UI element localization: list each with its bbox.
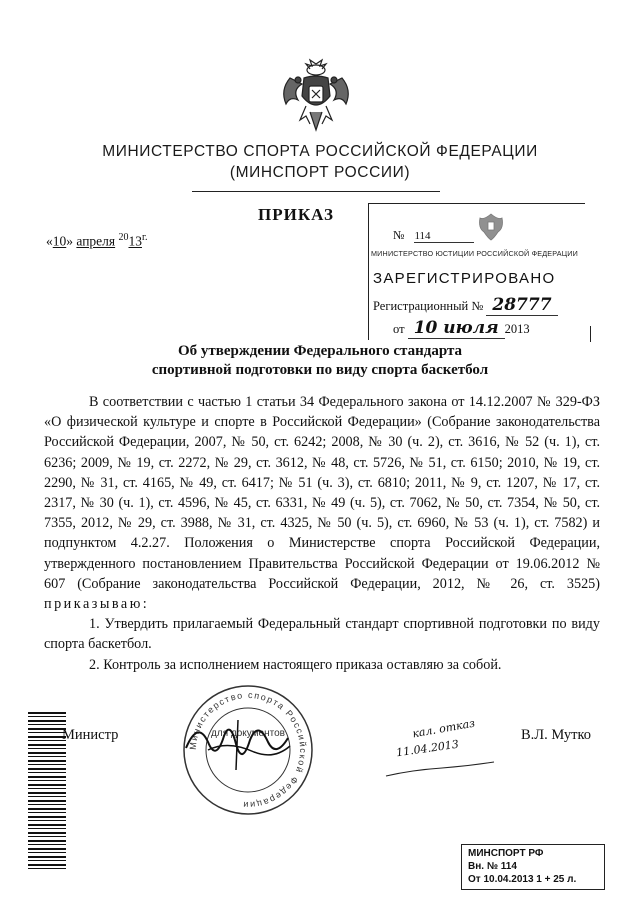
subject-line-2: спортивной подготовки по виду спорта баскетбол [151, 362, 489, 378]
registration-date-line: от 10 июля 2013 [393, 318, 530, 338]
handwritten-note-date: 11.04.2013 [395, 737, 460, 760]
registration-incoming-number: № 114 [393, 228, 474, 243]
footer-line-1: МИНСПОРТ РФ [468, 848, 544, 859]
justice-ministry-label: МИНИСТЕРСТВО ЮСТИЦИИ РОССИЙСКОЙ ФЕДЕРАЦИИ [371, 249, 579, 258]
coat-of-arms-emblem [276, 56, 356, 138]
registration-number-handwritten: 28777 [486, 295, 557, 316]
seal-center-text: для документов [211, 728, 285, 739]
official-seal [178, 680, 318, 820]
registered-stamp-text: ЗАРЕГИСТРИРОВАНО [373, 270, 556, 287]
order-item-2: 2. Контроль за исполнением настоящего приказа оставляю за собой. [89, 656, 502, 673]
registration-number-value: 114 [414, 230, 474, 243]
order-word: приказываю: [44, 596, 150, 613]
order-year-prefix: 20 [118, 232, 129, 243]
order-year-unit: г. [141, 232, 148, 243]
justice-emblem-icon [474, 210, 508, 244]
registration-date-handwritten: 10 июля [408, 318, 505, 339]
registration-number-line: Регистрационный № 28777 [373, 295, 558, 315]
handwritten-note-text: кал. отказ [411, 716, 476, 741]
order-day: 10 [52, 233, 67, 249]
handwritten-scribble [382, 722, 500, 782]
registration-stamp [368, 203, 585, 340]
handwritten-note [382, 716, 500, 782]
header-divider [192, 191, 440, 192]
ministry-name: МИНИСТЕРСТВО СПОРТА РОССИЙСКОЙ ФЕДЕРАЦИИ [102, 143, 538, 160]
footer-line-3: От 10.04.2013 1 + 25 л. [468, 874, 577, 885]
order-month: апреля [76, 233, 116, 249]
order-preamble: В соответствии с частью 1 статьи 34 Федерального закона от 14.12.2007 № 329-ФЗ «О физической культуре и спорте в Российской Федерации» (Собрание законодательства Российской Федерации, 2007, № 50, ст. 6242; 2008, № 30 (ч. 2), ст. 3616, № 52 (ч. 1), ст. 6236; 2009, № 19, ст. 2272, № 29, ст. 3612, № 48, ст. 5726, № 51, ст. 6150; 2010, № 19, ст. 2290, № 31, ст. 4165, № 49, ст. 6417; № 51 (ч. 3), ст. 6810; 2011, № 9, ст. 1207, № 17, ст. 2317, № 30 (ч. 1), ст. 4596, № 45, ст. 6331, № 49 (ч. 5), ст. 7062, № 50, ст. 7354, № 50, ст. 7355, 2012, № 29, ст. 3988, № 31, ст. 4325, № 50 (ч. 5), ст. 6960, № 53 (ч. 1), ст. 7582) и подпунктом 4.2.27. Положения о Министерстве спорта Российской Федерации, утвержденного постановлением Правительства Российской Федерации от 19.06.2012 № 607 (Собрание законодательства Российской Федерации, 2012, № 26, ст. 3525) приказываю: [44, 394, 600, 613]
order-year-suffix: 13 [128, 233, 142, 249]
order-date: «10» апреля $^{20}13^{г.}$ [46, 232, 148, 249]
seal-ring-text: Министерство спорта Российской Федерации [187, 689, 309, 811]
document-type-title: ПРИКАЗ [258, 205, 334, 224]
incoming-registration-box [461, 844, 605, 890]
footer-line-2: Вн. № 114 [468, 861, 517, 872]
signatory-name: В.Л. Мутко [521, 727, 592, 743]
registration-year: 2013 [504, 322, 530, 336]
ministry-short-name: (МИНСПОРТ РОССИИ) [229, 164, 411, 181]
signatory-title: Министр [62, 727, 119, 743]
barcode-mark [28, 712, 66, 872]
order-item-1: 1. Утвердить прилагаемый Федеральный стандарт спортивной подготовки по виду спорта баскетбол. [44, 616, 600, 653]
subject-line-1: Об утверждении Федерального стандарта [177, 343, 463, 359]
order-body [44, 392, 600, 675]
stamp-corner-mark [590, 326, 591, 342]
